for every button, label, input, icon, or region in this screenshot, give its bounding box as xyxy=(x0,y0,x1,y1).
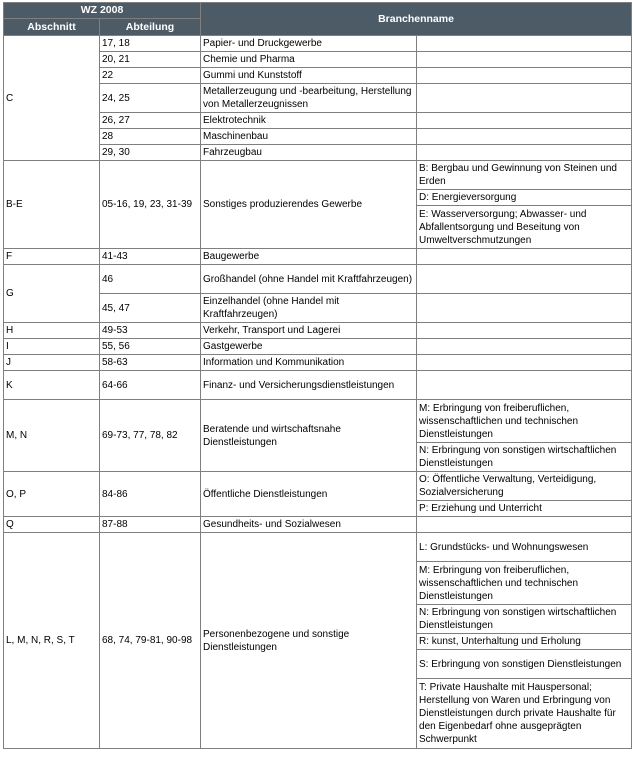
abteilung-cell: 69-73, 77, 78, 82 xyxy=(100,400,201,472)
sub-branche-cell: B: Bergbau und Gewinnung von Steinen und Erden xyxy=(417,161,632,190)
sub-branche-cell: P: Erziehung und Unterricht xyxy=(417,501,632,517)
empty-cell xyxy=(417,323,632,339)
branche-cell: Chemie und Pharma xyxy=(201,52,417,68)
empty-cell xyxy=(417,249,632,265)
branche-cell: Gummi und Kunststoff xyxy=(201,68,417,84)
empty-cell xyxy=(417,113,632,129)
abteilung-cell: 64-66 xyxy=(100,371,201,400)
sub-branche-cell: N: Erbringung von sonstigen wirtschaftlichen Dienstleistungen xyxy=(417,443,632,472)
branche-cell: Fahrzeugbau xyxy=(201,145,417,161)
table-row xyxy=(4,265,632,294)
sub-branche-cell: M: Erbringung von freiberuflichen, wissenschaftlichen und technischen Dienstleistungen xyxy=(417,400,632,443)
branche-cell: Papier- und Druckgewerbe xyxy=(201,36,417,52)
branche-cell: Personenbezogene und sonstige Dienstleistungen xyxy=(201,533,417,749)
abteilung-cell: 49-53 xyxy=(100,323,201,339)
branche-cell: Baugewerbe xyxy=(201,249,417,265)
branche-cell: Verkehr, Transport und Lagerei xyxy=(201,323,417,339)
header-wz-2008: WZ 2008 xyxy=(4,3,201,19)
abteilung-cell: 26, 27 xyxy=(100,113,201,129)
branche-cell: Gastgewerbe xyxy=(201,339,417,355)
abteilung-cell: 22 xyxy=(100,68,201,84)
sub-branche-cell: O: Öffentliche Verwaltung, Verteidigung, Sozialversicherung xyxy=(417,472,632,501)
empty-cell xyxy=(417,294,632,323)
empty-cell xyxy=(417,265,632,294)
abschnitt-cell: F xyxy=(4,249,100,265)
abteilung-cell: 58-63 xyxy=(100,355,201,371)
empty-cell xyxy=(417,129,632,145)
abteilung-cell: 41-43 xyxy=(100,249,201,265)
table-row xyxy=(4,323,632,339)
wz-2008-table xyxy=(3,2,632,749)
sub-branche-cell: D: Energieversorgung xyxy=(417,190,632,206)
table-row xyxy=(4,36,632,52)
abteilung-cell: 46 xyxy=(100,265,201,294)
table-row xyxy=(4,161,632,190)
abteilung-cell: 05-16, 19, 23, 31-39 xyxy=(100,161,201,249)
empty-cell xyxy=(417,339,632,355)
abschnitt-cell: I xyxy=(4,339,100,355)
empty-cell xyxy=(417,371,632,400)
header-branchenname: Branchenname xyxy=(201,3,632,36)
abteilung-cell: 84-86 xyxy=(100,472,201,517)
header-abschnitt: Abschnitt xyxy=(4,19,100,36)
abschnitt-cell: G xyxy=(4,265,100,323)
abteilung-cell: 17, 18 xyxy=(100,36,201,52)
abteilung-cell: 55, 56 xyxy=(100,339,201,355)
table-row xyxy=(4,249,632,265)
branche-cell: Metallerzeugung und -bearbeitung, Herstellung von Metallerzeugnissen xyxy=(201,84,417,113)
table-row xyxy=(4,339,632,355)
header-abteilung: Abteilung xyxy=(100,19,201,36)
branche-cell: Finanz- und Versicherungsdienstleistungen xyxy=(201,371,417,400)
empty-cell xyxy=(417,145,632,161)
empty-cell xyxy=(417,36,632,52)
sub-branche-cell: E: Wasserversorgung; Abwasser- und Abfallentsorgung und Beseitung von Umweltverschmutzungen xyxy=(417,206,632,249)
branche-cell: Beratende und wirtschaftsnahe Dienstleistungen xyxy=(201,400,417,472)
sub-branche-cell: S: Erbringung von sonstigen Dienstleistungen xyxy=(417,650,632,679)
abteilung-cell: 28 xyxy=(100,129,201,145)
abschnitt-cell: J xyxy=(4,355,100,371)
branche-cell: Großhandel (ohne Handel mit Kraftfahrzeugen) xyxy=(201,265,417,294)
abschnitt-cell: L, M, N, R, S, T xyxy=(4,533,100,749)
empty-cell xyxy=(417,517,632,533)
table-row xyxy=(4,371,632,400)
abschnitt-cell: C xyxy=(4,36,100,161)
table-row xyxy=(4,533,632,562)
abteilung-cell: 24, 25 xyxy=(100,84,201,113)
empty-cell xyxy=(417,68,632,84)
table-row xyxy=(4,400,632,443)
abschnitt-cell: B-E xyxy=(4,161,100,249)
table-row xyxy=(4,517,632,533)
abteilung-cell: 87-88 xyxy=(100,517,201,533)
branche-cell: Elektrotechnik xyxy=(201,113,417,129)
sub-branche-cell: M: Erbringung von freiberuflichen, wissenschaftlichen und technischen Dienstleistungen xyxy=(417,562,632,605)
abteilung-cell: 20, 21 xyxy=(100,52,201,68)
abteilung-cell: 68, 74, 79-81, 90-98 xyxy=(100,533,201,749)
branche-cell: Öffentliche Dienstleistungen xyxy=(201,472,417,517)
branche-cell: Information und Kommunikation xyxy=(201,355,417,371)
branche-cell: Sonstiges produzierendes Gewerbe xyxy=(201,161,417,249)
table-row xyxy=(4,355,632,371)
branche-cell: Einzelhandel (ohne Handel mit Kraftfahrzeugen) xyxy=(201,294,417,323)
empty-cell xyxy=(417,355,632,371)
abschnitt-cell: Q xyxy=(4,517,100,533)
abschnitt-cell: K xyxy=(4,371,100,400)
sub-branche-cell: N: Erbringung von sonstigen wirtschaftlichen Dienstleistungen xyxy=(417,605,632,634)
abschnitt-cell: H xyxy=(4,323,100,339)
abteilung-cell: 29, 30 xyxy=(100,145,201,161)
table-row xyxy=(4,472,632,501)
abschnitt-cell: O, P xyxy=(4,472,100,517)
branche-cell: Maschinenbau xyxy=(201,129,417,145)
abschnitt-cell: M, N xyxy=(4,400,100,472)
empty-cell xyxy=(417,84,632,113)
abteilung-cell: 45, 47 xyxy=(100,294,201,323)
empty-cell xyxy=(417,52,632,68)
header-row-top xyxy=(4,3,632,19)
sub-branche-cell: T: Private Haushalte mit Hauspersonal; Herstellung von Waren und Erbringung von Dienstleistungen durch private Haushalte für den Eigenbedarf ohne ausgeprägten Schwerpunkt xyxy=(417,679,632,749)
sub-branche-cell: R: kunst, Unterhaltung und Erholung xyxy=(417,634,632,650)
sub-branche-cell: L: Grundstücks- und Wohnungswesen xyxy=(417,533,632,562)
branche-cell: Gesundheits- und Sozialwesen xyxy=(201,517,417,533)
